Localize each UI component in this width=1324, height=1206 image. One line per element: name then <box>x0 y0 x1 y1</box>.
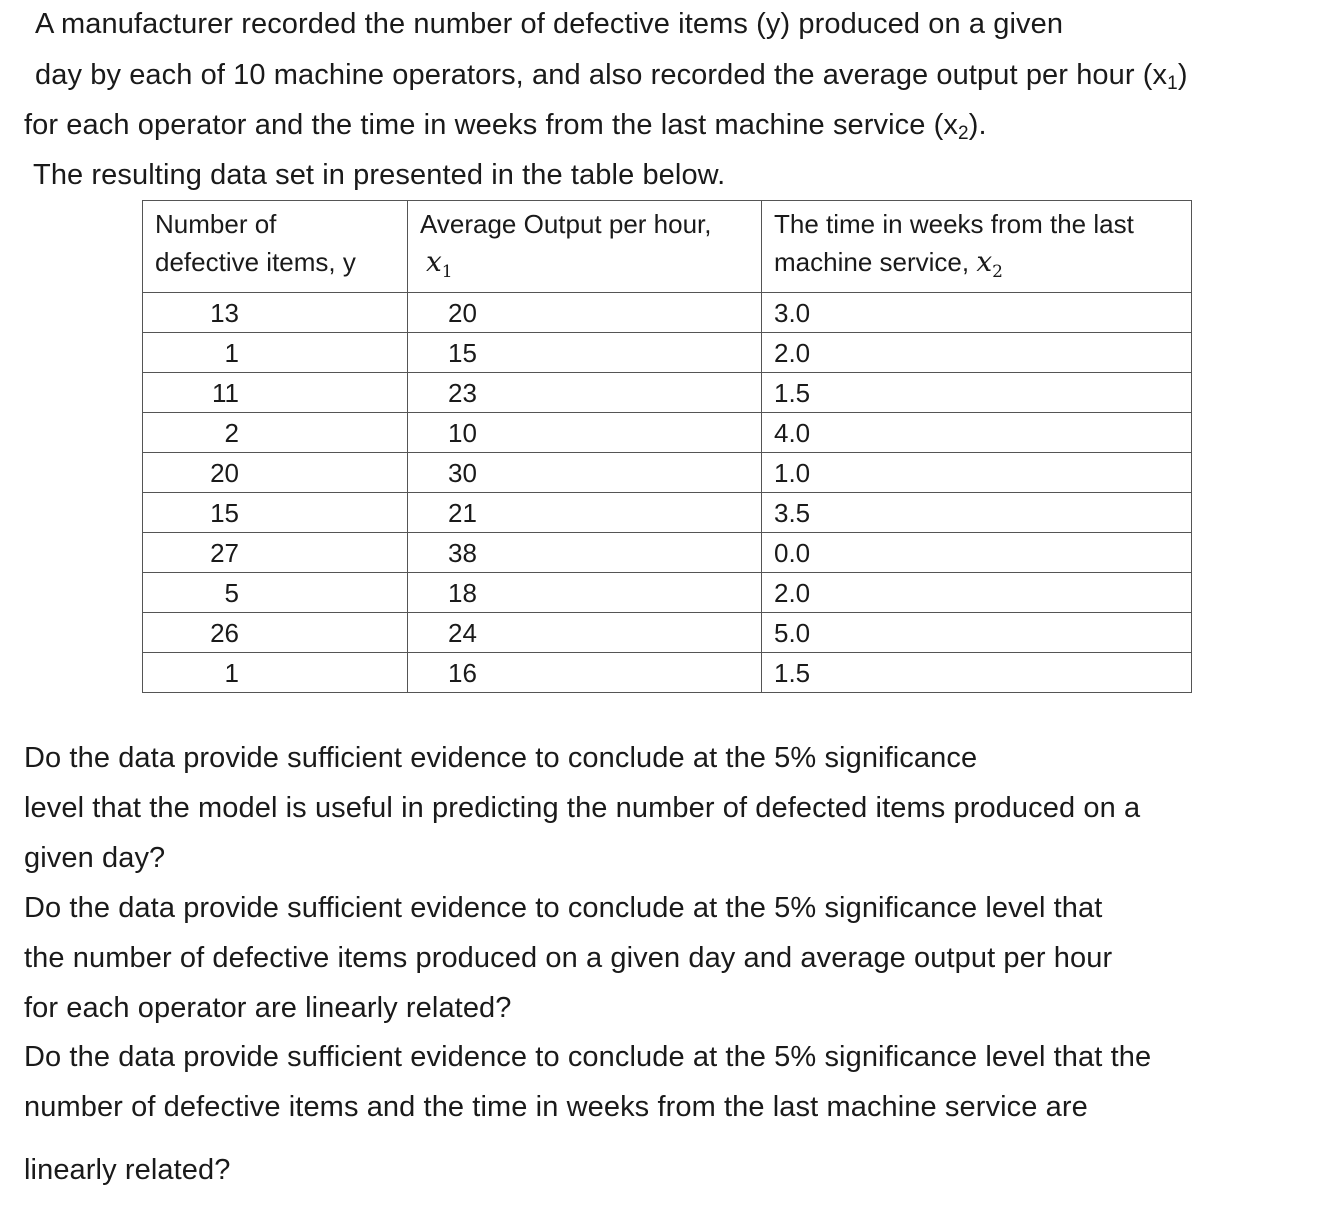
cell-x1: 21 <box>408 493 762 533</box>
cell-y: 26 <box>143 613 408 653</box>
header-x2-sub: 2 <box>992 262 1003 282</box>
intro-line-3-text: for each operator and the time in weeks from the last machine service (x <box>24 109 959 141</box>
intro-line-2 <box>35 57 1188 97</box>
header-x1-symbol <box>420 243 751 285</box>
intro-line-3 <box>24 107 987 147</box>
question-1-line-1: Do the data provide sufficient evidence to conclude at the 5% significance <box>24 742 978 774</box>
question-3-line-2: number of defective items and the time in weeks from the last machine service are <box>24 1091 1088 1123</box>
header-x2-text: machine service, <box>774 247 970 277</box>
question-1-line-2: level that the model is useful in predicting the number of defected items produced on a <box>24 792 1141 824</box>
cell-y: 13 <box>143 293 408 333</box>
cell-x2: 1.5 <box>762 373 1192 413</box>
header-x1-var: x <box>426 245 442 278</box>
intro-line-3-end: ). <box>968 109 987 141</box>
cell-x2: 5.0 <box>762 613 1192 653</box>
question-2-line-1: Do the data provide sufficient evidence to conclude at the 5% significance level that <box>24 892 1103 924</box>
question-2-line-3: for each operator are linearly related? <box>24 992 512 1024</box>
cell-y: 1 <box>143 333 408 373</box>
cell-y: 15 <box>143 493 408 533</box>
table-row <box>143 453 1192 493</box>
cell-x1: 20 <box>408 293 762 333</box>
table-row <box>143 413 1192 453</box>
cell-x1: 30 <box>408 453 762 493</box>
table-row <box>143 333 1192 373</box>
intro-line-1: A manufacturer recorded the number of defective items (y) produced on a given <box>35 8 1064 40</box>
cell-x2: 3.5 <box>762 493 1192 533</box>
table-header-row <box>143 201 1192 293</box>
cell-y: 1 <box>143 653 408 693</box>
cell-y: 20 <box>143 453 408 493</box>
table-row <box>143 573 1192 613</box>
cell-x1: 18 <box>408 573 762 613</box>
header-x1-sub: 1 <box>441 262 453 282</box>
cell-x1: 38 <box>408 533 762 573</box>
table-row <box>143 653 1192 693</box>
header-x2 <box>762 201 1192 293</box>
data-table <box>142 200 1192 693</box>
cell-x1: 10 <box>408 413 762 453</box>
question-3-line-1: Do the data provide sufficient evidence to conclude at the 5% significance level that the <box>24 1041 1152 1073</box>
cell-y: 2 <box>143 413 408 453</box>
cell-x1: 23 <box>408 373 762 413</box>
intro-line-3-subscript: 2 <box>958 123 969 144</box>
cell-x2: 1.0 <box>762 453 1192 493</box>
header-x2-line2 <box>774 243 1181 285</box>
header-x2-line1: The time in weeks from the last <box>774 209 1134 239</box>
cell-x1: 15 <box>408 333 762 373</box>
table-row <box>143 293 1192 333</box>
header-x1 <box>408 201 762 293</box>
question-3-line-3: linearly related? <box>24 1154 231 1186</box>
cell-x1: 16 <box>408 653 762 693</box>
table-row <box>143 493 1192 533</box>
cell-x1: 24 <box>408 613 762 653</box>
header-x2-var: x <box>976 245 993 278</box>
header-y-line1: Number of <box>155 209 277 239</box>
table-row <box>143 533 1192 573</box>
intro-line-2-end: ) <box>1177 59 1188 91</box>
header-x1-line1: Average Output per hour, <box>420 209 712 239</box>
intro-line-4: The resulting data set in presented in the table below. <box>33 159 726 191</box>
header-y <box>143 201 408 293</box>
question-2-line-2: the number of defective items produced on a given day and average output per hour <box>24 942 1113 974</box>
intro-line-2-subscript: 1 <box>1167 73 1178 94</box>
cell-x2: 4.0 <box>762 413 1192 453</box>
header-y-line2: defective items, y <box>155 247 356 277</box>
table-row <box>143 373 1192 413</box>
cell-x2: 1.5 <box>762 653 1192 693</box>
cell-x2: 2.0 <box>762 573 1192 613</box>
cell-y: 5 <box>143 573 408 613</box>
cell-x2: 3.0 <box>762 293 1192 333</box>
cell-x2: 2.0 <box>762 333 1192 373</box>
cell-x2: 0.0 <box>762 533 1192 573</box>
intro-line-2-text: day by each of 10 machine operators, and also recorded the average output per hour (x <box>35 59 1168 91</box>
cell-y: 11 <box>143 373 408 413</box>
table-row <box>143 613 1192 653</box>
question-1-line-3: given day? <box>24 842 166 874</box>
cell-y: 27 <box>143 533 408 573</box>
